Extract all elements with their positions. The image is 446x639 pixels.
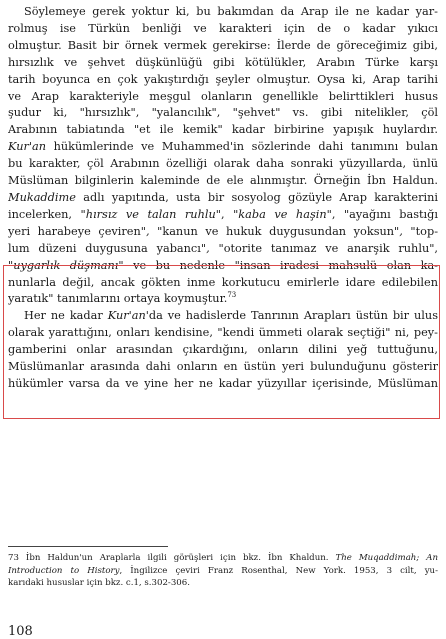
page-number: 108 bbox=[8, 624, 33, 639]
text-line: olmuştur. Basit bir örnek vermek gerekirse: İlerde de göreceğimiz gibi, bbox=[8, 38, 438, 52]
footnote-reference[interactable]: 73 bbox=[227, 291, 237, 300]
text-line: Arabının tabiatında "et ile kemik" kadar birbirine yapışık huylardır. bbox=[8, 123, 438, 137]
text-line: nunlarla değil, ancak gökten inme korkutucu emirlerle idare edilebilen bbox=[8, 275, 438, 289]
text-line-content: yaratık" tanımlarını ortaya koymuştur. bbox=[8, 292, 228, 306]
text-line: Müslüman bilginlerin kaleminde de ele alınmıştır. Örneğin İbn Haldun. bbox=[8, 174, 438, 188]
footnote bbox=[8, 552, 438, 590]
footnote-line: karıdaki hususlar için bkz. c.1, s.302-306. bbox=[8, 578, 190, 588]
text-line: lum düzeni duygusuna yabancı", "otorite tanımaz ve anarşik ruhlu", bbox=[8, 241, 438, 255]
footnote-line: 73 İbn Haldun'un Araplarla ilgili görüşleri için bkz. İbn Khaldun. The Muqaddimah; An bbox=[8, 553, 438, 563]
text-line: Her ne kadar Kur'an'da ve hadislerde Tanrının Arapları üstün bir ulus bbox=[24, 309, 438, 322]
text-line: Müslümanlar arasında dahi onların en üstün yeri bulunduğunu gösterir bbox=[8, 359, 438, 373]
footnote-divider bbox=[8, 546, 168, 547]
text-line: gamberini onlar arasından çıkardığını, onların dilini yeğ tuttuğunu, bbox=[8, 342, 438, 356]
text-line: yeri harabeye çeviren", "kanun ve hukuk duygusundan yoksun", "top- bbox=[8, 224, 438, 238]
footnote-line: Introduction to History, İngilizce çeviri Franz Rosenthal, New York. 1953, 3 cilt, yu- bbox=[8, 565, 438, 576]
text-line: hırsızlık ve şehvet düşkünlüğü gibi kötülükler, Arabın Türke karşı bbox=[8, 55, 438, 69]
text-line: ve Arap karakteriyle meşgul olanların genellikle belirttikleri husus bbox=[8, 89, 438, 103]
text-line: tarih boyunca en çok yakıştırdığı şeyler olmuştur. Oysa ki, Arap tarihi bbox=[8, 72, 438, 86]
text-line: Mukaddime adlı yapıtında, usta bir sosyolog gözüyle Arap karakterini bbox=[8, 190, 438, 204]
text-line: Söylemeye gerek yoktur ki, bu bakımdan da Arap ile ne kadar yar- bbox=[24, 5, 438, 18]
text-line: "uygarlık düşmanı" ve bu nedenle "insan iradesi mahsulü olan ka- bbox=[8, 258, 438, 272]
text-line: olarak yarattığını, onları kendisine, "kendi ümmeti olarak seçtiği" ni, pey- bbox=[8, 325, 438, 339]
paragraph-1 bbox=[8, 4, 438, 308]
text-line: Kur'an hükümlerinde ve Muhammed'in sözlerinde dahi tanımını bulan bbox=[8, 140, 438, 154]
text-line: şudur ki, "hırsızlık", "yalancılık", "şehvet" vs. gibi nitelikler, çöl bbox=[8, 106, 438, 120]
paragraph-2 bbox=[8, 308, 438, 393]
text-line: rolmuş ise Türkün benliği ve karakteri için de o kadar yıkıcı bbox=[8, 21, 438, 35]
text-line: incelerken, "hırsız ve talan ruhlu", "kaba ve haşin", "ayağını bastığı bbox=[8, 207, 438, 221]
text-line: hükümler varsa da ve yine her ne kadar yüzyıllar içerisinde, Müslüman bbox=[8, 376, 438, 390]
text-line: bu karakter, çöl Arabının özelliği olarak daha sonraki yüzyıllarda, ünlü bbox=[8, 157, 438, 171]
